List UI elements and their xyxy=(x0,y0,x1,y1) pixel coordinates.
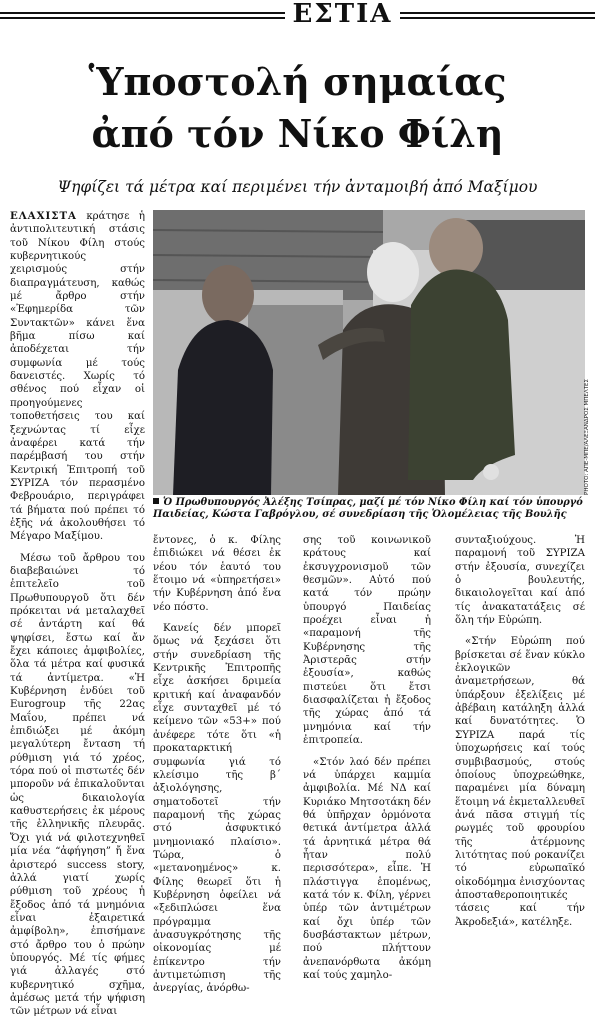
masthead-name: ΕΣΤΙΑ xyxy=(292,0,393,29)
parliament-photo xyxy=(153,210,585,495)
masthead xyxy=(0,0,595,34)
article-paragraph: ἔντονες, ὁ κ. Φίλης ἐπιδιώκει νά θέσει ἐκ νέου τόν ἑαυτό του ἕτοιμο νά «ὑπηρετήσει» τήν Κυβέρνηση ἀπό ἕνα νέο πόστο. xyxy=(153,535,281,613)
article-text: κράτησε ἡ ἀντιπολιτευτική στάσις τοῦ Νίκου Φίλη στούς κυβερνητικούς χειρισμούς στήν διαπραγμάτευση, καθώς μέ ἄρθρο στήν «Ἐφημερίδα τῶν Συντακτῶν» κάνει ἕνα βῆμα πίσω καί ἀποδέχεται τήν συμφωνία μέ τούς δανειστές. Χωρίς τό σθένος πού εἶχαν οἱ προηγούμενες τοποθετήσεις του καί ξεχνώντας τί εἶχε ἀναφέρει κατά τήν παρέμβασή του στήν Κεντρική Ἐπιτροπή τοῦ ΣΥΡΙΖΑ τόν περασμένο Φεβρουάριο, περιγράφει τά βήματα πού πρέπει τό ἑξῆς νά ἀκολουθήσει τό Μέγαρο Μαξίμου. xyxy=(10,211,145,543)
caption-text: Ὁ Πρωθυπουργός Ἀλέξης Τσίπρας, μαζί μέ τόν Νίκο Φίλη καί τόν ὑπουργό Παιδείας, Κώστα Γαβρόγλου, σέ συνεδρίαση τῆς Ὁλομέλειας τῆς Βουλῆς xyxy=(153,497,583,520)
article-paragraph: «Στήν Εὐρώπη πού βρίσκεται σέ ἕναν κύκλο ἐκλογικῶν ἀναμετρήσεων, θά ὑπάρξουν ἐξελίξεις μέ ἀβέβαιη κατάληξη ἀλλά καί δυνατότητες. Ὁ ΣΥΡΙΖΑ παρά τίς ὑποχωρήσεις καί τούς συμβιβασμούς, στούς ὁποίους ὑποχρεώθηκε, παραμένει μία δύναμη ἕτοιμη νά ἐκμεταλλευθεῖ ἀνά πᾶσα στιγμή τίς ρωγμές τοῦ φρουρίου τῆς ἀτέρμονης λιτότητας πού ροκανίζει τό εὐρωπαϊκό οἰκοδόμημα ἐνισχύοντας ἀποσταθεροποιητικές τάσεις καί τήν Ἀκροδεξιά», κατέληξε. xyxy=(455,636,585,928)
article-column-1 xyxy=(10,210,145,1018)
article-column-3 xyxy=(303,534,431,981)
article-paragraph: «Στόν λαό δέν πρέπει νά ὑπάρχει καμμία ἀμφιβολία. Μέ ΝΔ καί Κυριάκο Μητσοτάκη δέν θά ὑπῆρχαν ὁρμόνοτα θετικά ἀντίμετρα ἀλλά τά ἀρνητικά μέτρα θά ἦταν πολύ περισσότερα», εἶπε. Ἡ πλάστιγγα ἑπομένως, κατά τόν κ. Φίλη, γέρνει ὑπέρ τῶν ἀντιμέτρων καί ὄχι ὑπέρ τῶν δυσβάστακτων μέτρων, πού πλήττουν ἀνεπανόρθωτα ἀκόμη καί τούς χαμηλο- xyxy=(303,756,431,981)
article-column-2 xyxy=(153,534,281,995)
photo-credit: PHOTO: ΑΠΕ-ΜΠΕ/ΑΛΕΞΑΝΔΡΟΣ ΜΠΕΛΤΕΣ xyxy=(584,379,590,495)
article-paragraph: Κανείς δέν μπορεῖ ὅμως νά ξεχάσει ὅτι στήν συνεδρίαση τῆς Κεντρικῆς Ἐπιτροπῆς εἶχε ἀσκήσει δριμεία κριτική καί ἀναφανδόν εἶχε συνταχθεῖ μέ τό κείμενο τῶν «53+» πού ἀνέφερε τότε ὅτι «ἡ προκαταρκτική συμφωνία γιά τό κλείσιμο τῆς β΄ ἀξιολόγησης, σηματοδοτεῖ τήν παραμονή τῆς χώρας στό ἀσφυκτικό μνημονιακό πλαίσιο». Τώρα, ὁ «μετανοημένος» κ. Φίλης θεωρεῖ ὅτι ἡ Κυβέρνηση ὀφείλει νά «ξεδιπλώσει ἕνα πρόγραμμα ἀνασυγκρότησης τῆς οἰκονομίας μέ ἐπίκεντρο τήν ἀντιμετώπιση τῆς ἀνεργίας, ἀνόρθω- xyxy=(153,623,281,995)
article-paragraph: συνταξιούχους. Ἡ παραμονή τοῦ ΣΥΡΙΖΑ στήν ἐξουσία, συνεχίζει ὁ βουλευτής, δικαιολογεῖται καί ἀπό τίς ἀνακατατάξεις σέ ὅλη τήν Εὐρώπη. xyxy=(455,535,585,627)
article-column-4 xyxy=(455,534,585,928)
article-paragraph: Μέσω τοῦ ἄρθρου του διαβεβαιώνει τό ἐπιτελεῖο τοῦ Πρωθυπουργοῦ ὅτι δέν πρόκειται νά μεταλαχθεῖ σέ ἀντάρτη καί θά ψηφίσει, ἔστω καί ἄν ἔχει κάποιες ἀμφιβολίες, ὅλα τά μέτρα καί φυσικά τά ἀντίμετρα. «Ἡ Κυβέρνηση ἐνδύει τοῦ Eurogroup τῆς 22ας Μαΐου, πρέπει νά ἐπιδιώξει μέ ἀκόμη μεγαλύτερη ἔνταση τή ρύθμιση γιά τό χρέος, τόρα πού οἱ πιστωτές δέν μποροῦν νά ἐπικαλοῦνται ὡς δικαιολογία καθυστερήσεις ἐκ μέρους τῆς ἑλληνικῆς πλευρᾶς. Ὄχι γιά νά φιλοτεχνηθεῖ μία νέα “ἀφήγηση” ἤ ἕνα ἀριστερό success story, ἀλλά γιατί χωρίς ρύθμιση τοῦ χρέους ἡ ἔξοδος ἀπό τά μνημόνια εἶναι ἐξαιρετικά ἀμφίβολη», ἐπισήμανε στό ἄρθρο του ὁ πρώην ὑπουργός. Μέ τίς φήμες γιά ἀλλαγές στό κυβερνητικό σχῆμα, ἀμέσως μετά τήν ψήφιση τῶν μέτρων νά εἶναι xyxy=(10,552,145,1018)
article-paragraph: σης τοῦ κοινωνικοῦ κράτους καί ἐκσυγχρονισμοῦ τῶν θεσμῶν». Αὐτό πού κατά τόν πρώην ὑπουργό Παιδείας προέχει εἶναι ἡ «παραμονή τῆς Κυβέρνησης τῆς Ἀριστερᾶς στήν ἐξουσία», καθώς πιστεύει ὅτι ἔτσι διασφαλίζεται ἡ ἔξοδος τῆς χώρας ἀπό τά μνημόνια καί τήν ἐπιτροπεία. xyxy=(303,535,431,747)
lead-word: ΕΛΑΧΙΣΤΑ xyxy=(10,210,77,222)
headline-line-1: Ὑποστολή σημαίας xyxy=(88,59,507,104)
photo xyxy=(153,210,585,495)
subheadline: Ψηφίζει τά μέτρα καί περιμένει τήν ἀνταμοιβή ἀπό Μαξίμου xyxy=(57,178,538,196)
headline-line-2: ἀπό τόν Νίκο Φίλη xyxy=(91,111,504,156)
photo-caption xyxy=(153,497,585,521)
caption-bullet xyxy=(153,498,159,504)
article-paragraph xyxy=(10,210,145,544)
masthead-logo xyxy=(285,0,400,28)
